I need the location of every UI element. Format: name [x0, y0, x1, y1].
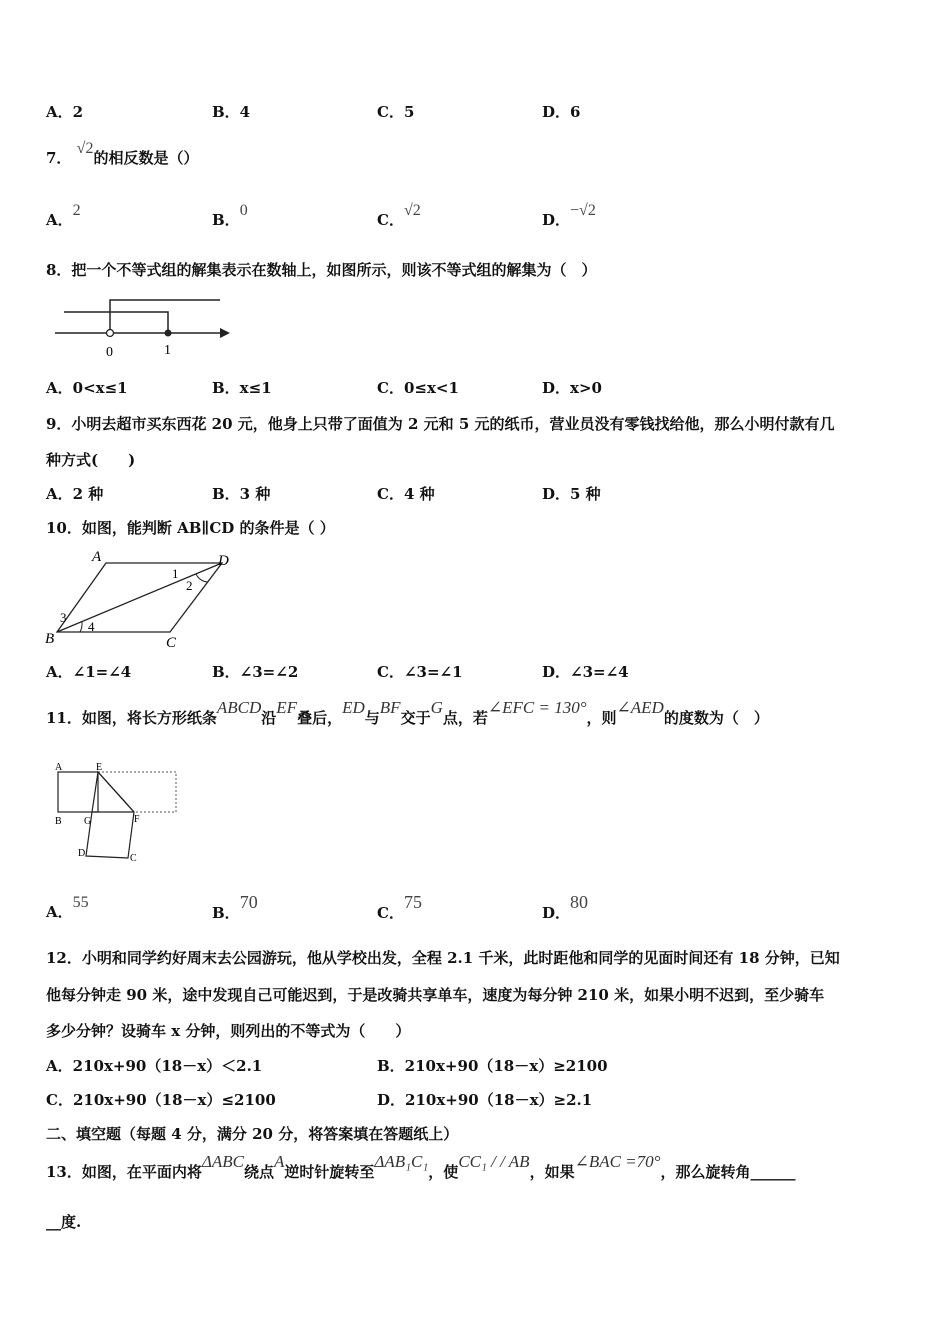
q10-option-a: A．∠1=∠4: [46, 663, 132, 681]
folded-part: [86, 772, 134, 858]
q6-option-d: D．6: [542, 103, 581, 121]
angle-arc-3-4: [80, 622, 82, 632]
q10-option-d: D．∠3=∠4: [542, 663, 629, 681]
q11-option-c-value: 75: [403, 892, 422, 912]
q11-option-a-value: 55: [72, 894, 89, 911]
q7-option-c: C．√2: [377, 202, 421, 229]
q7-stem: [46, 140, 199, 169]
arrow-head-icon: [220, 328, 230, 338]
label-a: A: [55, 762, 63, 773]
q11-option-a: A．55: [46, 894, 89, 921]
q10-parallelogram-figure: [42, 548, 242, 652]
q8-option-b: B．x≤1: [212, 379, 272, 397]
q11-expr-angle-efc: ∠EFC = 130°: [487, 698, 587, 717]
q11-expr-abcd: ABCD: [216, 698, 262, 717]
q13-expr-parallel: CC₁ / / AB: [458, 1152, 530, 1171]
angle-label-2: 2: [186, 578, 193, 593]
q12-stem-line3: 多少分钟？设骑车 x 分钟，则列出的不等式为（ ）: [46, 1022, 411, 1040]
label-c: C: [130, 853, 137, 864]
q7-option-a-value: 2: [72, 202, 81, 219]
q12-option-b: B．210x+90（18－x）≥2100: [377, 1057, 608, 1075]
open-dot-at-zero: [107, 330, 114, 337]
q11-expr-ef: EF: [276, 698, 298, 717]
q9-option-b: B．3 种: [212, 485, 271, 503]
angle-label-1: 1: [172, 566, 179, 581]
q11-expr-bf: BF: [379, 698, 401, 717]
q12-option-d: D．210x+90（18－x）≥2.1: [377, 1091, 593, 1109]
q13-stem-line2: __度.: [46, 1213, 82, 1231]
q9-option-a: A．2 种: [46, 485, 104, 503]
q7-option-b-value: 0: [239, 202, 248, 219]
q8-option-c: C．0≤x<1: [377, 379, 459, 397]
q10-stem: 10．如图，能判断 AB∥CD 的条件是（ ）: [46, 519, 335, 537]
label-e: E: [96, 762, 103, 773]
q9-stem-line1: 9．小明去超市买东西花 20 元，他身上只带了面值为 2 元和 5 元的纸币，营业员没有零钱找给他，那么小明付款有几: [46, 415, 835, 433]
q7-option-a: A．2: [46, 202, 81, 229]
q8-stem: 8．把一个不等式组的解集表示在数轴上，如图所示，则该不等式组的解集为（ ）: [46, 261, 597, 279]
q13-expr-triangle-abc: ΔABC: [201, 1152, 244, 1171]
q11-folded-strip-figure: [50, 760, 185, 868]
q11-option-b: B．70: [212, 892, 258, 922]
angle-label-4: 4: [88, 619, 95, 634]
q8-number-line-figure: [50, 292, 230, 360]
q13-expr-angle-bac: ∠BAC =70°: [574, 1152, 661, 1171]
q7-number: 7．: [46, 149, 72, 167]
q11-expr-g: G: [430, 698, 443, 717]
q13-expr-triangle-ab1c1: ΔAB₁C₁: [374, 1152, 429, 1171]
label-a: A: [92, 549, 102, 565]
label-b: B: [45, 631, 55, 647]
q11-option-d-value: 80: [570, 892, 589, 912]
q8-option-a: A．0<x≤1: [46, 379, 128, 397]
label-b: B: [55, 816, 62, 827]
strip-left-part: [58, 772, 98, 812]
solution-bracket-left: [64, 312, 168, 333]
q10-option-c: C．∠3=∠1: [377, 663, 463, 681]
original-strip-dotted: [98, 772, 176, 812]
label-c: C: [166, 635, 177, 651]
angle-label-3: 3: [60, 610, 67, 625]
q13-stem: 13．如图，在平面内将ΔABC绕点A逆时针旋转至ΔAB₁C₁，使CC₁ / / AB，如果∠BAC =70°，那么旋转角______: [46, 1152, 796, 1181]
q6-option-a: A．2: [46, 103, 84, 121]
q11-option-d: D．80: [542, 892, 589, 922]
q12-option-a: A．210x+90（18－x）＜2.1: [46, 1057, 263, 1075]
q12-stem-line2: 他每分钟走 90 米，途中发现自己可能迟到，于是改骑共享单车，速度为每分钟 210 米，如果小明不迟到，至少骑车: [46, 986, 825, 1004]
tick-label-1: 1: [164, 343, 171, 358]
q11-expr-ed: ED: [342, 698, 365, 717]
q9-option-d: D．5 种: [542, 485, 601, 503]
q7-option-d: D．−√2: [542, 202, 596, 229]
solid-dot-at-one: [165, 330, 172, 337]
q12-option-c: C．210x+90（18－x）≤2100: [46, 1091, 276, 1109]
q11-option-b-value: 70: [239, 892, 258, 912]
q13-expr-point-a: A: [273, 1152, 285, 1171]
q7-expression: √2: [76, 140, 94, 157]
angle-arc-1-2: [196, 574, 208, 582]
q9-option-c: C．4 种: [377, 485, 435, 503]
q8-option-d: D．x>0: [542, 379, 602, 397]
q11-option-c: C．75: [377, 892, 422, 922]
label-f: F: [134, 814, 140, 825]
label-d: D: [218, 553, 229, 569]
q11-stem: 11．如图，将长方形纸条ABCD沿EF叠后，ED与BF交于G点，若∠EFC = 130°，则∠AED的度数为（ ）: [46, 698, 769, 727]
q7-option-b: B．0: [212, 202, 248, 229]
solution-bracket-right: [110, 300, 220, 333]
tick-label-0: 0: [106, 345, 113, 360]
q7-option-c-value: √2: [403, 202, 421, 219]
q6-option-b: B．4: [212, 103, 251, 121]
q10-option-b: B．∠3=∠2: [212, 663, 299, 681]
q12-stem-line1: 12．小明和同学约好周末去公园游玩，他从学校出发，全程 2.1 千米，此时距他和同学的见面时间还有 18 分钟，已知: [46, 949, 840, 967]
q7-option-d-value: −√2: [570, 202, 596, 219]
q9-stem-line2: 种方式( ): [46, 451, 136, 469]
q6-option-c: C．5: [377, 103, 415, 121]
section2-title: 二、填空题（每题 4 分，满分 20 分，将答案填在答题纸上）: [46, 1125, 459, 1143]
label-g: G: [84, 816, 92, 827]
q11-expr-angle-aed: ∠AED: [616, 698, 664, 717]
label-d: D: [78, 848, 86, 859]
q7-text: 的相反数是（）: [93, 149, 199, 167]
